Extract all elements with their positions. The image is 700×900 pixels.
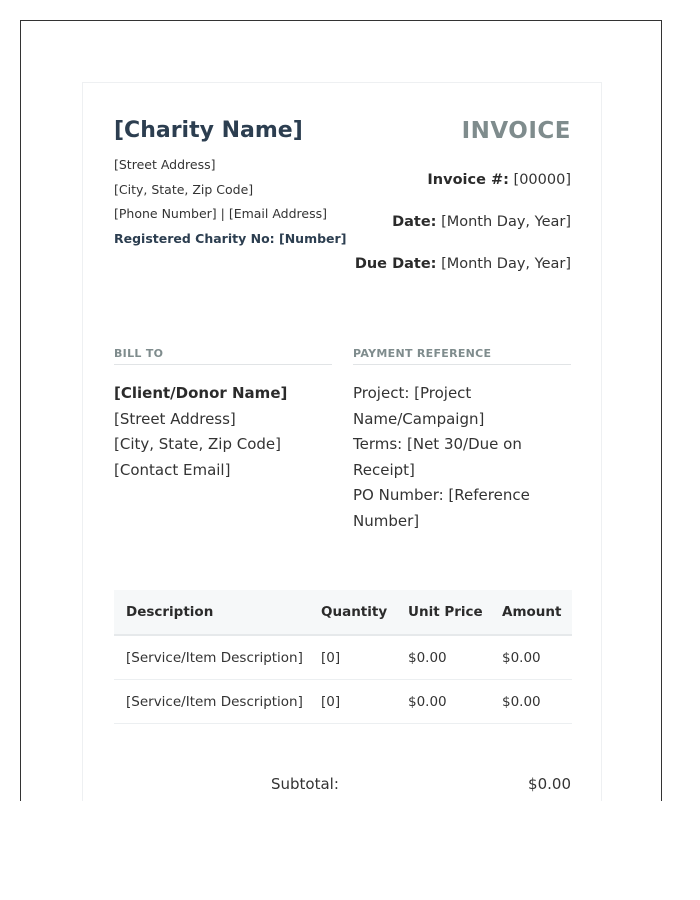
due-date-row bbox=[355, 256, 571, 272]
invoice-date-label: Date: bbox=[392, 214, 437, 230]
invoice-number-label: Invoice #: bbox=[427, 172, 509, 188]
invoice-date-row bbox=[392, 214, 571, 230]
invoice-sheet bbox=[82, 82, 602, 801]
org-street-address: [Street Address] bbox=[114, 157, 216, 172]
due-date-value: [Month Day, Year] bbox=[441, 256, 571, 272]
project-reference: Project: [Project Name/Campaign] bbox=[353, 384, 485, 428]
org-phone-email: [Phone Number] | [Email Address] bbox=[114, 206, 328, 221]
document-frame bbox=[20, 20, 662, 801]
invoice-number-row bbox=[427, 172, 571, 188]
payment-reference-heading: PAYMENT REFERENCE bbox=[353, 347, 571, 365]
invoice-date-value: [Month Day, Year] bbox=[441, 214, 571, 230]
item-description: [Service/Item Description] bbox=[114, 680, 309, 724]
item-quantity: [0] bbox=[309, 635, 396, 680]
column-header-quantity: Quantity bbox=[309, 590, 396, 635]
po-number: PO Number: [Reference Number] bbox=[353, 486, 530, 530]
registered-charity-number: Registered Charity No: [Number] bbox=[114, 231, 347, 246]
table-row bbox=[114, 635, 572, 680]
invoice-title: INVOICE bbox=[461, 118, 571, 144]
invoice-number-value: [00000] bbox=[513, 172, 571, 188]
bill-to-heading: BILL TO bbox=[114, 347, 332, 365]
org-city-state-zip: [City, State, Zip Code] bbox=[114, 182, 254, 197]
column-header-amount: Amount bbox=[490, 590, 572, 635]
subtotal-label: Subtotal: bbox=[271, 775, 339, 793]
due-date-label: Due Date: bbox=[354, 256, 437, 272]
bill-to-block bbox=[114, 381, 329, 483]
table-header-row bbox=[114, 590, 572, 635]
table-row bbox=[114, 680, 572, 724]
column-header-description: Description bbox=[114, 590, 309, 635]
payment-reference-block bbox=[353, 381, 571, 534]
item-unit-price: $0.00 bbox=[396, 680, 490, 724]
client-email: [Contact Email] bbox=[114, 460, 231, 479]
client-name: [Client/Donor Name] bbox=[114, 384, 288, 402]
client-city: [City, State, Zip Code] bbox=[114, 435, 282, 453]
column-header-unit-price: Unit Price bbox=[396, 590, 490, 635]
payment-terms: Terms: [Net 30/Due on Receipt] bbox=[353, 435, 522, 479]
item-quantity: [0] bbox=[309, 680, 396, 724]
item-unit-price: $0.00 bbox=[396, 635, 490, 680]
subtotal-value: $0.00 bbox=[528, 775, 571, 793]
item-amount: $0.00 bbox=[490, 680, 572, 724]
item-amount: $0.00 bbox=[490, 635, 572, 680]
item-description: [Service/Item Description] bbox=[114, 635, 309, 680]
charity-name: [Charity Name] bbox=[114, 118, 303, 143]
client-street: [Street Address] bbox=[114, 409, 236, 428]
line-items-table bbox=[114, 590, 572, 724]
